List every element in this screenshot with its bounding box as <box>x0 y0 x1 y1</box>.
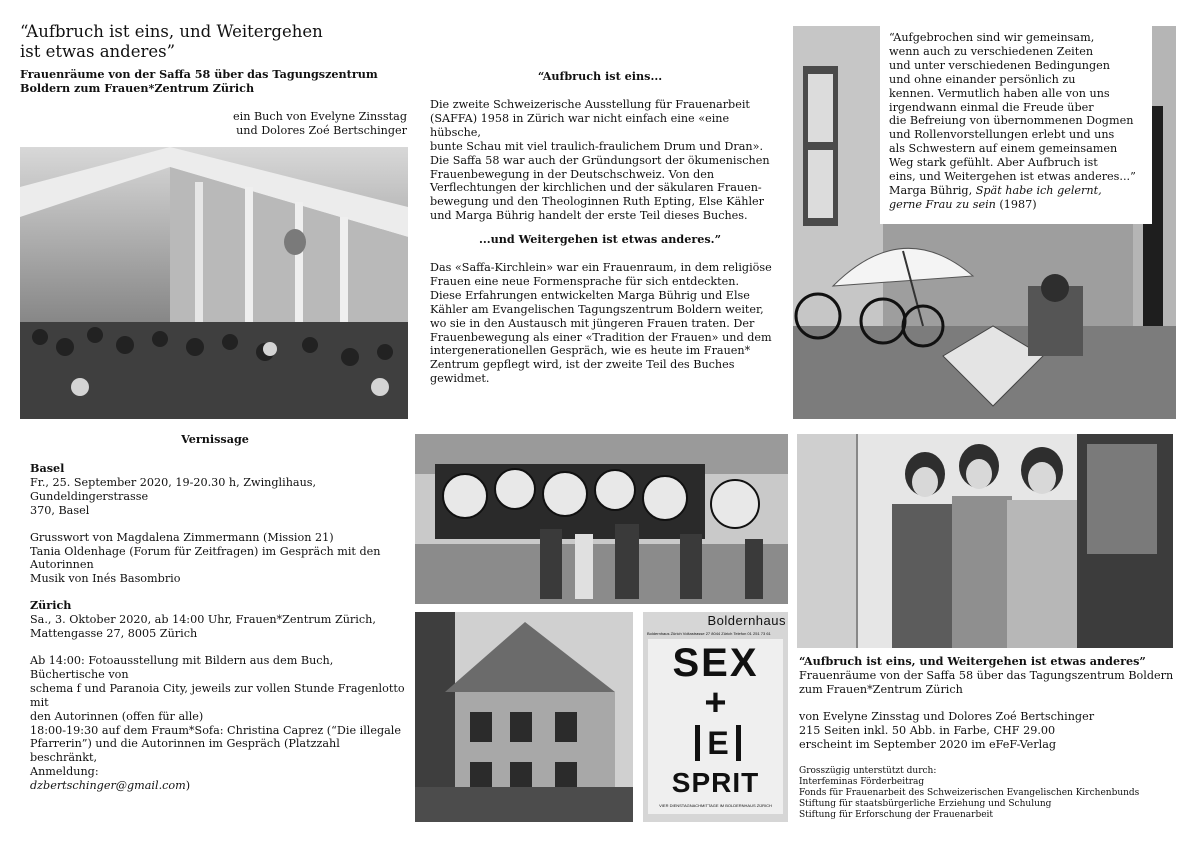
byline-line-1: ein Buch von Evelyne Zinsstag <box>233 110 407 123</box>
book-info <box>799 655 1179 751</box>
section-heading-aufbruch: “Aufbruch ist eins... <box>537 69 663 83</box>
poster-sign: Boldernhaus <box>707 613 786 628</box>
zurich-program-line: Ab 14:00: Fotoausstellung mit Bildern aus dem Buch, Büchertische von <box>30 653 334 681</box>
photo-saffa-kirchlein <box>20 147 408 419</box>
vernissage-details <box>30 462 408 793</box>
supporter-item: Stiftung für Erforschung der Frauenarbeit <box>799 810 994 820</box>
quote-line: und Rollenvorstellungen erlebt und uns <box>889 128 1115 142</box>
byline-line-2: und Dolores Zoé Bertschinger <box>236 123 407 137</box>
bookinfo-detail-line: von Evelyne Zinsstag und Dolores Zoé Bertschinger <box>799 709 1095 723</box>
quote-attribution-2 <box>889 198 1151 212</box>
basel-program-line: Tania Oldenhage (Forum für Zeitfragen) im Gespräch mit den <box>30 544 381 558</box>
basel-program-line: Autorinnen <box>30 558 94 572</box>
subtitle-line-2: Boldern zum Frauen*Zentrum Zürich <box>20 80 255 95</box>
paragraph-line: Die zweite Schweizerische Ausstellung für Frauenarbeit <box>430 98 750 111</box>
zurich-program-line: den Autorinnen (offen für alle) <box>30 709 204 723</box>
paragraph-line: Die Saffa 58 war auch der Gründungsort der ökumenischen <box>430 153 770 167</box>
book-title <box>20 22 400 62</box>
basel-program-line: Musik von Inés Basombrio <box>30 572 181 586</box>
paragraph-line: bewegung und den Theologinnen Ruth Epting, Else Kähler <box>430 195 765 209</box>
book-subtitle <box>20 68 410 95</box>
registration-line <box>30 779 408 793</box>
quote-line: und unter verschiedenen Bedingungen <box>889 58 1110 72</box>
poster-sex-esprit <box>643 612 788 822</box>
zurich-program-line: Anmeldung: <box>30 765 99 779</box>
supporter-item: Fonds für Frauenarbeit des Schweizerischen Evangelischen Kirchenbunds <box>799 788 1140 798</box>
quote-year: (1987) <box>995 197 1037 211</box>
quote-book-title-2: gerne Frau zu sein <box>889 197 996 211</box>
poster-panel <box>648 639 783 814</box>
basel-line: Fr., 25. September 2020, 19-20.30 h, Zwinglihaus, Gundeldingerstrasse <box>30 475 317 503</box>
zurich-program-line: schema f und Paranoia City, jeweils zur vollen Stunde Fragenlotto mit <box>30 681 405 709</box>
byline <box>200 110 407 138</box>
quote-book-title-1: Spät habe ich gelernt, <box>975 183 1102 197</box>
basel-program-line: Grusswort von Magdalena Zimmermann (Mission 21) <box>30 530 334 544</box>
quote-text <box>889 31 1151 212</box>
subtitle-line-1: Frauenräume von der Saffa 58 über das Tagungszentrum <box>20 67 378 81</box>
poster-sign-small: Boldernhaus Zürich Voltastrasse 27 8044 Zürich Telefon 01 251 73 61 <box>647 631 771 636</box>
section-heading-weitergehen: ...und Weitergehen ist etwas anderes.” <box>478 232 722 246</box>
registration-email-suffix: ) <box>185 779 191 793</box>
quote-author: Marga Bührig, <box>889 183 976 197</box>
quote-line: die Befreiung von übernommenen Dogmen <box>889 114 1134 128</box>
paragraph-part-two <box>430 261 785 386</box>
bookinfo-detail-line: 215 Seiten inkl. 50 Abb. in Farbe, CHF 29.00 <box>799 723 1056 737</box>
zurich-line: Mattengasse 27, 8005 Zürich <box>30 627 198 641</box>
paragraph-line: bunte Schau mit viel traulich-fraulichem Drum und Dran». <box>430 139 764 153</box>
poster-word-sex: SEX <box>672 641 759 685</box>
paragraph-line: Frauenbewegung als einer «Tradition der Frauen» und dem <box>430 330 772 344</box>
quote-line: Weg stark gefühlt. Aber Aufbruch ist <box>889 156 1098 170</box>
paragraph-line: Diese Erfahrungen entwickelten Marga Bührig und Else <box>430 288 750 302</box>
paragraph-line: intergenerationellen Gespräch, wie es heute im Frauen* <box>430 344 751 358</box>
poster-word-sprit: SPRIT <box>671 767 760 798</box>
paragraph-line: Zentrum gepflegt wird, ist der zweite Teil des Buches gewidmet. <box>430 358 735 386</box>
paragraph-line: Frauenbewegung in der Deutschschweiz. Von den <box>430 167 715 181</box>
zurich-heading: Zürich <box>30 598 72 613</box>
paragraph-line: Frauen eine neue Formensprache für sich entdeckten. <box>430 274 740 288</box>
supporter-item: Stiftung für staatsbürgerliche Erziehung und Schulung <box>799 799 1052 809</box>
registration-email[interactable]: dzbertschinger@gmail.com <box>30 779 186 793</box>
supporters-heading: Grosszügig unterstützt durch: <box>799 766 937 776</box>
bookinfo-detail-line: erscheint im September 2020 im eFeF-Verlag <box>799 737 1057 751</box>
quote-line: wenn auch zu verschiedenen Zeiten <box>889 44 1094 58</box>
poster-letter-e <box>695 725 741 761</box>
quote-line: “Aufgebrochen sind wir gemeinsam, <box>889 31 1095 44</box>
paragraph-line: wo sie in den Austausch mit jüngeren Frauen traten. Der <box>430 316 755 330</box>
bookinfo-subtitle-line: zum Frauen*Zentrum Zürich <box>799 682 963 696</box>
paragraph-line: Kähler am Evangelischen Tagungszentrum Boldern weiter, <box>430 302 764 316</box>
paragraph-line: (SAFFA) 1958 in Zürich war nicht einfach eine «eine hübsche, <box>430 111 730 139</box>
supporter-item: Interfeminas Förderbeitrag <box>799 777 925 787</box>
paragraph-line: Verflechtungen der kirchlichen und der säkularen Frauen- <box>430 181 762 195</box>
photo-three-women <box>797 434 1173 648</box>
quote-line: irgendwann einmal die Freude über <box>889 100 1094 114</box>
paragraph-line: Das «Saffa-Kirchlein» war ein Frauenraum, in dem religiöse <box>430 261 772 274</box>
basel-heading: Basel <box>30 461 65 475</box>
paragraph-line: und Marga Bührig handelt der erste Teil dieses Buches. <box>430 209 748 223</box>
poster-plus: + <box>704 682 727 724</box>
title-line-2: ist etwas anderes” <box>20 42 176 61</box>
paragraph-part-one <box>430 98 780 223</box>
vernissage-heading: Vernissage <box>181 432 249 446</box>
poster-letter-e-text: E <box>707 725 729 761</box>
zurich-program-line: 18:00-19:30 auf dem Fraum*Sofa: Christina Caprez (“Die illegale <box>30 723 402 737</box>
photo-boldern-house <box>415 612 633 822</box>
zurich-line: Sa., 3. Oktober 2020, ab 14:00 Uhr, Frauen*Zentrum Zürich, <box>30 613 376 627</box>
quote-line: und ohne einander persönlich zu <box>889 72 1076 86</box>
quote-attribution <box>889 184 1151 198</box>
basel-line: 370, Basel <box>30 503 90 517</box>
zurich-program-line: Pfarrerin”) und die Autorinnen im Gespräch (Platzzahl beschränkt, <box>30 737 340 765</box>
quote-line: als Schwestern auf einem gemeinsamen <box>889 142 1118 156</box>
photo-exhibition-wall <box>415 434 788 604</box>
bookinfo-subtitle-line: Frauenräume von der Saffa 58 über das Tagungszentrum Boldern <box>799 668 1174 682</box>
quote-line: kennen. Vermutlich haben alle von uns <box>889 86 1110 100</box>
supporters <box>799 766 1179 821</box>
poster-footer: VIER DIENSTAGNACHMITTAGE IM BOLDERNHAUS ZÜRICH <box>659 803 772 808</box>
quote-line: eins, und Weitergehen ist etwas anderes...” <box>889 170 1136 184</box>
bookinfo-title: “Aufbruch ist eins, und Weitergehen ist etwas anderes” <box>799 654 1146 668</box>
title-line-1: “Aufbruch ist eins, und Weitergehen <box>20 22 323 41</box>
